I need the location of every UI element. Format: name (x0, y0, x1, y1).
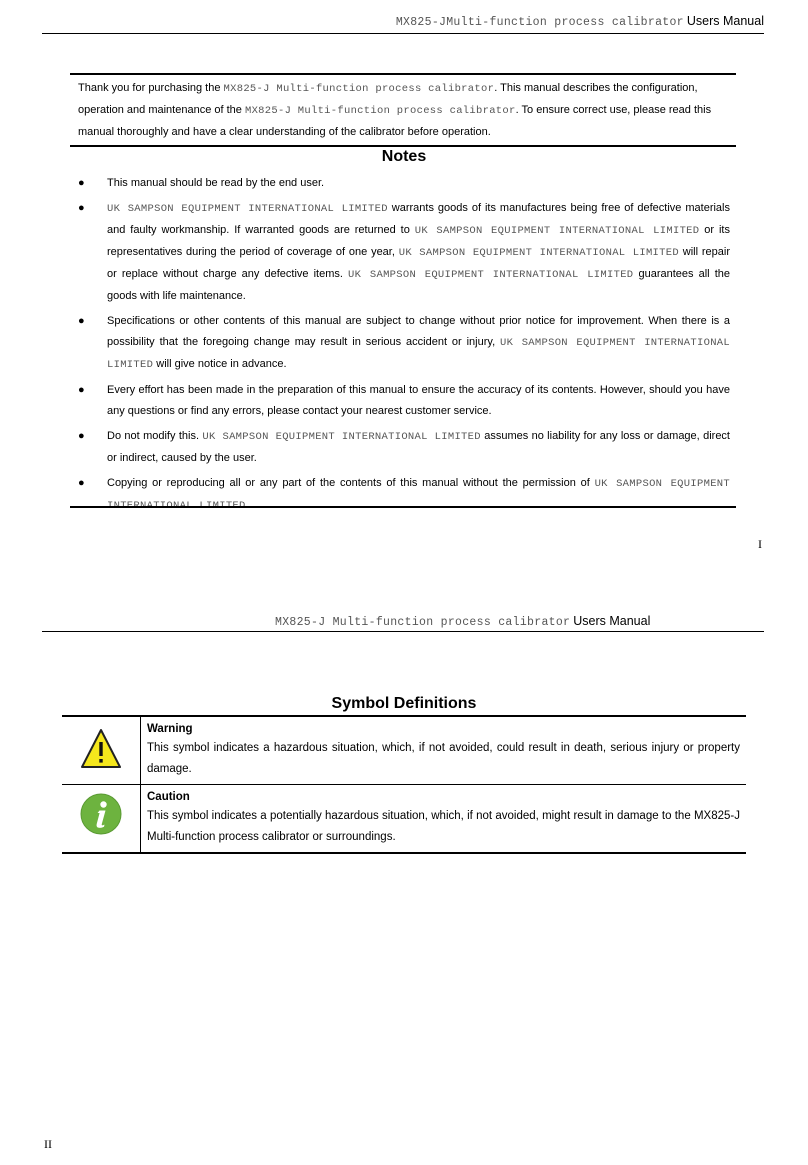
info-icon (79, 792, 123, 836)
notes-list (78, 173, 730, 521)
bullet-icon: ● (78, 177, 85, 189)
header-model: MX825-JMulti-function process calibrator (395, 16, 684, 29)
warning-description (141, 716, 747, 785)
intro-text: . This manual describes the configuration, operation and maintenance of the (78, 82, 698, 116)
intro-model: MX825-J Multi-function process calibrator (223, 83, 495, 95)
table-row (62, 785, 746, 854)
header-model: MX825-J Multi-function process calibrator (275, 616, 571, 629)
warning-text: This symbol indicates a hazardous situation, which, if not avoided, could result in death, serious injury or property damage. (147, 742, 740, 775)
page-header (275, 614, 650, 629)
caution-label: Caution (147, 791, 190, 803)
bullet-icon: ● (78, 202, 85, 214)
intro-paragraph (78, 78, 730, 143)
bullet-icon: ● (78, 477, 85, 489)
list-item: ● Every effort has been made in the preparation of this manual to ensure the accuracy of its contents. However, should you have any questions or find any errors, please contact your nearest customer service. (78, 380, 730, 422)
icon-cell (62, 716, 141, 785)
list-item: ● Do not modify this. UK SAMPSON EQUIPMENT INTERNATIONAL LIMITED assumes no liability for any loss or damage, direct or indirect, caused by the user. (78, 426, 730, 469)
notes-bottom-rule (70, 506, 736, 508)
intro-bottom-rule (70, 145, 736, 147)
page-header (396, 14, 764, 29)
page-number: II (44, 1137, 52, 1151)
header-rule (42, 33, 764, 34)
list-item: ● UK SAMPSON EQUIPMENT INTERNATIONAL LIMITED warrants goods of its manufactures being free of defective materials and faulty workmanship. If warranted goods are returned to UK SAMPSON EQUIPMENT INTERNATIONAL LIMITED or its representatives during the period of coverage of one year, UK SAMPSON EQUIPMENT INTERNATIONAL LIMITED will repair or replace without charge any defective items. UK SAMPSON EQUIPMENT INTERNATIONAL LIMITED guarantees all the goods with life maintenance. (78, 198, 730, 307)
list-item: ● Copying or reproducing all or any part of the contents of this manual without the permission of UK SAMPSON EQUIPMENT (78, 473, 730, 517)
symbol-table (62, 715, 746, 854)
header-suffix: Users Manual (686, 14, 764, 28)
bullet-icon: ● (78, 430, 85, 442)
icon-cell (62, 785, 141, 854)
list-item: ● Specifications or other contents of this manual are subject to change without prior notice for improvement. When there is a possibility that the foregoing change may result in serious accident or injury, UK SAMPSON EQUIPMENT INTERNATIONAL LIMITED will give notice in advance. (78, 311, 730, 376)
intro-model: MX825-J Multi-function process calibrator (244, 105, 516, 117)
symbol-definitions-title: Symbol Definitions (331, 695, 477, 712)
bullet-icon: ● (78, 315, 85, 327)
warning-label: Warning (147, 723, 193, 735)
warning-triangle-icon (79, 727, 123, 771)
table-row (62, 716, 746, 785)
bullet-icon: ● (78, 384, 85, 396)
header-rule (42, 631, 764, 632)
page-number: I (758, 537, 762, 551)
caution-description (141, 785, 747, 854)
intro-top-rule (70, 73, 736, 75)
header-suffix: Users Manual (573, 614, 651, 628)
notes-title: Notes (381, 148, 427, 165)
caution-text: This symbol indicates a potentially hazardous situation, which, if not avoided, might result in damage to the MX825-J Multi-function process calibrator or surroundings. (147, 810, 740, 843)
list-item: ● This manual should be read by the end user. (78, 173, 730, 194)
intro-text: . To ensure correct use, please read this manual thoroughly and have a clear understanding of the calibrator before operation. (78, 104, 712, 138)
intro-text: Thank you for purchasing the (78, 82, 224, 94)
